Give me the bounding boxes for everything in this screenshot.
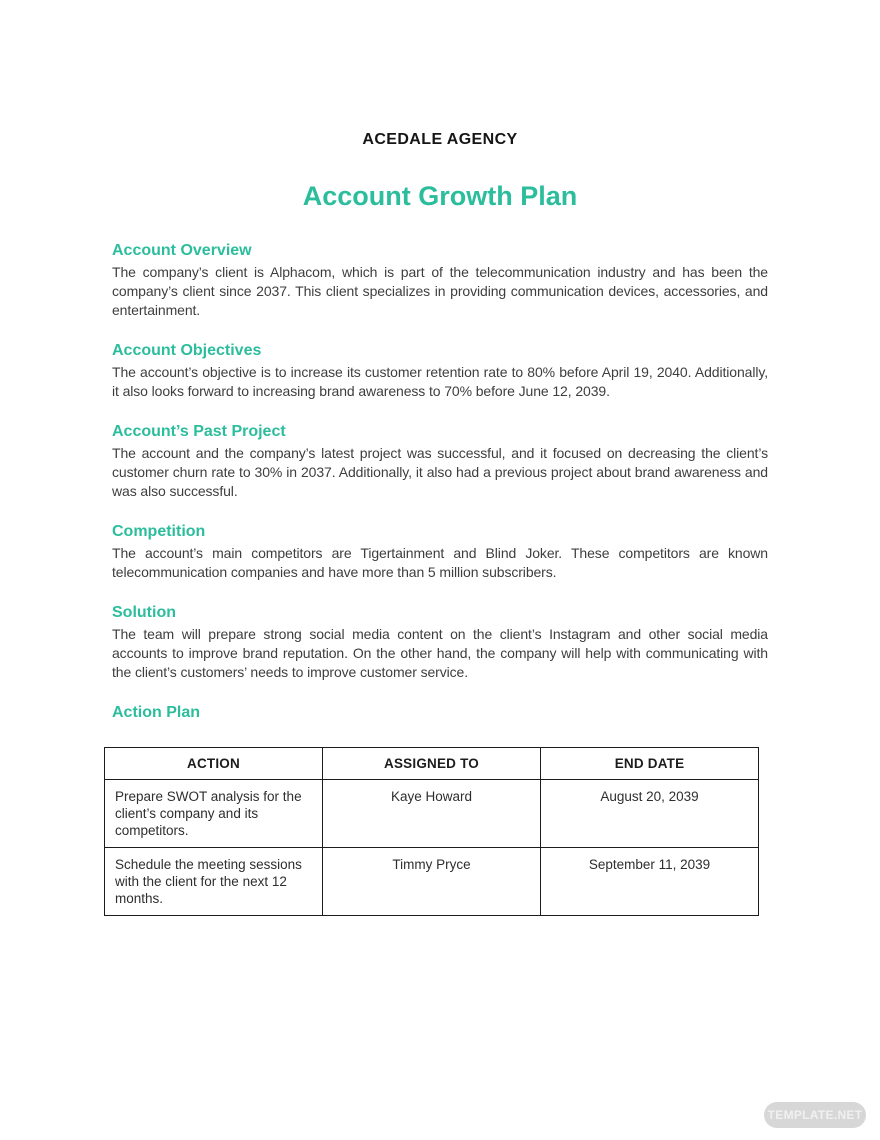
template-net-watermark-badge: TEMPLATE.NET (764, 1102, 866, 1128)
section-heading: Account Overview (112, 242, 252, 259)
section-accounts-past-project (112, 423, 768, 501)
section-heading: Solution (112, 604, 176, 621)
section-heading: Action Plan (112, 704, 201, 721)
document-content (0, 131, 880, 916)
section-competition (112, 523, 768, 582)
section-body: The company’s client is Alphacom, which is part of the telecommunication industry and has been the company’s client since 2037. This client specializes in providing communication devices, accessories, and entertainment. (112, 264, 768, 318)
action-plan-table (104, 747, 759, 916)
section-solution (112, 604, 768, 682)
table-row (105, 848, 759, 916)
cell-assigned-to: Kaye Howard (323, 780, 541, 848)
section-body: The team will prepare strong social media content on the client’s Instagram and other social media accounts to improve brand reputation. On the other hand, the company will help with communicating with the client’s customers’ needs to improve customer service. (112, 626, 768, 680)
cell-action: Schedule the meeting sessions with the client for the next 12 months. (105, 848, 323, 916)
section-body: The account’s main competitors are Tigertainment and Blind Joker. These competitors are known telecommunication companies and have more than 5 million subscribers. (112, 545, 768, 580)
section-heading: Competition (112, 523, 206, 540)
table-row (105, 780, 759, 848)
section-action-plan (112, 704, 768, 721)
table-header-row (105, 748, 759, 780)
section-account-objectives (112, 342, 768, 401)
section-body: The account’s objective is to increase its customer retention rate to 80% before April 19, 2040. Additionally, it also looks forward to increasing brand awareness to 70% before June 12, 2039. (112, 364, 768, 399)
section-account-overview (112, 242, 768, 320)
column-header-assigned-to: ASSIGNED TO (323, 748, 541, 780)
cell-end-date: August 20, 2039 (541, 780, 759, 848)
cell-assigned-to: Timmy Pryce (323, 848, 541, 916)
company-name: ACEDALE AGENCY (362, 131, 518, 148)
section-heading: Account Objectives (112, 342, 262, 359)
column-header-end-date: END DATE (541, 748, 759, 780)
page-title: Account Growth Plan (302, 181, 578, 211)
cell-action: Prepare SWOT analysis for the client’s company and its competitors. (105, 780, 323, 848)
section-body: The account and the company’s latest project was successful, and it focused on decreasing the client’s customer churn rate to 30% in 2037. Additionally, it also had a previous project about brand awareness and was also successful. (112, 445, 768, 499)
section-heading: Account’s Past Project (112, 423, 286, 440)
cell-end-date: September 11, 2039 (541, 848, 759, 916)
column-header-action: ACTION (105, 748, 323, 780)
